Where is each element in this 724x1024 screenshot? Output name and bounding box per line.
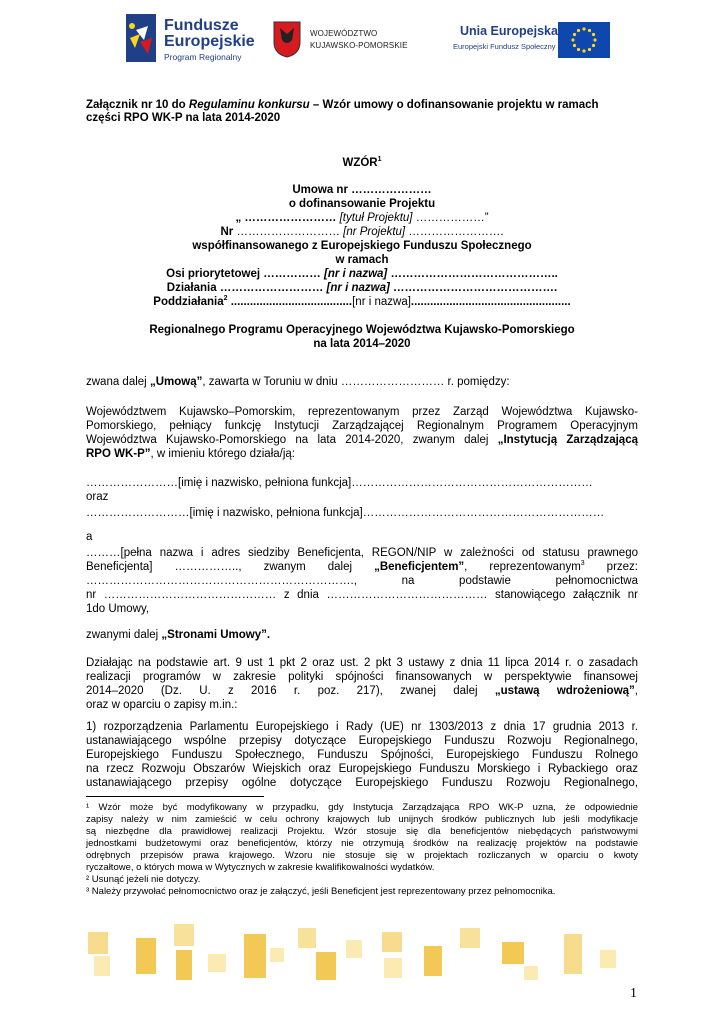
region-logo-line2: KUJAWSKO-POMORSKIE xyxy=(310,41,408,50)
legal-basis-line2: realizacji programów w zakresie polityki spójności finansowanych w perspektywie finansowej xyxy=(86,671,638,683)
footnote-3: ³ Należy przywołać pełnomocnictwo oraz je załączyć, jeśli Beneficjent jest reprezentowany przez pełnomocnika. xyxy=(86,886,556,897)
attachment-heading-line1: Załącznik nr 10 do Regulaminu konkursu – Wzór umowy o dofinansowanie projektu w ramach xyxy=(86,99,599,111)
contract-subject-line: o dofinansowanie Projektu xyxy=(288,198,436,210)
region-para-line1: Województwem Kujawsko–Pomorskim, reprezentowanym przez Zarząd Województwa Kujawsko- xyxy=(86,406,638,418)
eu-logo-line1: Unia Europejska xyxy=(460,24,558,38)
regulation-line1: 1) rozporządzenia Parlamentu Europejskiego i Rady (UE) nr 1303/2013 z dnia 17 grudnia 2013 r. xyxy=(86,721,638,733)
measure-line: Działania ……………………… [nr i nazwa] ……………………………………. xyxy=(166,282,558,294)
beneficiary-line4: nr ……………………………………… z dnia …………………………………… stanowiącego załącznik nr xyxy=(86,589,638,601)
project-title-line: „ …………………… [tytuł Projektu] ………………” xyxy=(235,212,489,224)
and-separator: a xyxy=(86,531,93,543)
signatory-2: ………………………[imię i nazwisko, pełniona funkcja]……………………………………………………… xyxy=(86,507,605,519)
cofinancing-line: współfinansowanego z Europejskiego Funduszu Społecznego xyxy=(192,240,532,252)
funds-logo-line1: Fundusze xyxy=(164,17,239,34)
footnote-separator xyxy=(86,796,264,797)
footnote-1-line5: odrębnych przepisów prawa krajowego. Wzoru nie stosuje się w projektach rozliczanych w oparciu o kwoty xyxy=(86,850,638,861)
program-name-line: Regionalnego Programu Operacyjnego Województwa Kujawsko-Pomorskiego xyxy=(149,324,575,336)
footnote-1-line6: ryczałtowe, o których mowa w Wytycznych w zakresie kwalifikowalności wydatków. xyxy=(86,862,435,873)
regulation-line3: Europejskiego Funduszu Społecznego, Funduszu Spójności, Europejskiego Funduszu Rolnego xyxy=(86,749,638,761)
region-logo xyxy=(272,18,422,62)
project-number-line: Nr ……………………… [nr Projektu] ……………………. xyxy=(220,226,504,238)
within-line: w ramach xyxy=(335,254,389,266)
eu-logo xyxy=(440,18,610,62)
footnote-1-line3: są niezbędne dla prawidłowej realizacji Projektu. Wzór stosuje się dla beneficjentów niebędących państwowymi xyxy=(86,826,638,837)
region-para-line2: Pomorskiego, pełniący funkcję Instytucji Zarządzającej Regionalnym Programem Operacyjnym xyxy=(86,420,638,432)
funds-logo-line3: Program Regionalny xyxy=(164,52,242,62)
footnote-2: ² Usunąć jeżeli nie dotyczy. xyxy=(86,874,201,885)
regulation-line4: na rzecz Rozwoju Obszarów Wiejskich oraz Europejskiego Funduszu Morskiego i Rybackiego oraz xyxy=(86,763,638,775)
funds-flag-icon xyxy=(126,14,156,62)
beneficiary-line5: 1do Umowy, xyxy=(86,603,150,615)
beneficiary-line3: ……………………………………………………………., na podstawie pełnomocnictwa xyxy=(86,575,638,587)
sub-measure-line: Poddziałania$^2$ ......................................[nr i nazwa].................................................. xyxy=(153,295,571,308)
footnote-1-line1: ¹ Wzór może być modyfikowany w przypadku, gdy Instytucja Zarządzająca RPO WK-P uzna, że odpowiednie xyxy=(86,802,638,813)
signatory-1: ……………………[imię i nazwisko, pełniona funkcja]……………………………………………………… xyxy=(86,477,593,489)
signatory-and: oraz xyxy=(86,491,109,503)
legal-basis-line1: Działając na podstawie art. 9 ust 1 pkt 2 oraz ust. 2 pkt 3 ustawy z dnia 11 lipca 2014 r. o zasadach xyxy=(86,657,638,669)
footnote-1-line4: jednostkami budżetowymi oraz beneficjentów, którzy nie otrzymują środków na realizację projektów na podstawie xyxy=(86,838,638,849)
eu-logo-line2: Europejski Fundusz Społeczny xyxy=(453,42,556,51)
eu-flag-icon xyxy=(558,22,610,58)
parties-definition: zwanymi dalej „Stronami Umowy”. xyxy=(86,629,271,641)
attachment-heading-line2: części RPO WK-P na lata 2014-2020 xyxy=(86,112,281,124)
priority-axis-line: Osi priorytetowej …………… [nr i nazwa] …………………………………….. xyxy=(166,268,558,280)
beneficiary-line1: ………[pełna nazwa i adres siedziby Beneficjenta, REGON/NIP w zależności od statusu prawnego xyxy=(86,547,638,559)
page-number: 1 xyxy=(630,986,637,1001)
beneficiary-line2: Beneficjenta] …………….., zwanym dalej „Beneficjentem”, reprezentowanym$^3$ przez: xyxy=(86,560,639,573)
contract-number-line: Umowa nr ………………… xyxy=(292,184,432,196)
regulation-line2: ustanawiającego wspólne przepisy dotyczące Europejskiego Funduszu Rozwoju Regionalnego, xyxy=(86,735,638,747)
legal-basis-line3: 2014–2020 (Dz. U. z 2016 r. poz. 217), zwanej dalej „ustawą wdrożeniową”, xyxy=(86,685,638,697)
regulation-line5: ustanawiającego przepisy ogólne dotyczące Europejskiego Funduszu Rozwoju Regionalnego, xyxy=(86,777,638,789)
legal-basis-line4: oraz w oparciu o zapisy m.in.: xyxy=(86,699,238,711)
region-coat-of-arms-icon xyxy=(272,20,302,58)
footnote-1-line2: zapisy należy w nim zamieścić w celu ochrony krajowych lub unijnych środków publicznych lub jeśli modyfikacje xyxy=(86,814,638,825)
region-para-line3: Województwa Kujawsko-Pomorskiego na lata 2014-2020, zwanym dalej „Instytucją Zarządzającą xyxy=(86,434,638,446)
program-period-line: na lata 2014–2020 xyxy=(313,338,411,350)
footer-mosaic-decoration xyxy=(84,924,644,986)
funds-logo xyxy=(126,14,256,64)
contract-place-date: zwana dalej „Umową”, zawarta w Toruniu w dniu ……………………… r. pomiędzy: xyxy=(86,376,510,388)
document-title: WZÓR$^1$ xyxy=(342,156,382,169)
region-para-line4: RPO WK-P”, w imieniu którego działa/ją: xyxy=(86,448,295,460)
funds-logo-line2: Europejskie xyxy=(164,33,255,50)
region-logo-line1: WOJEWÓDZTWO xyxy=(310,29,378,38)
